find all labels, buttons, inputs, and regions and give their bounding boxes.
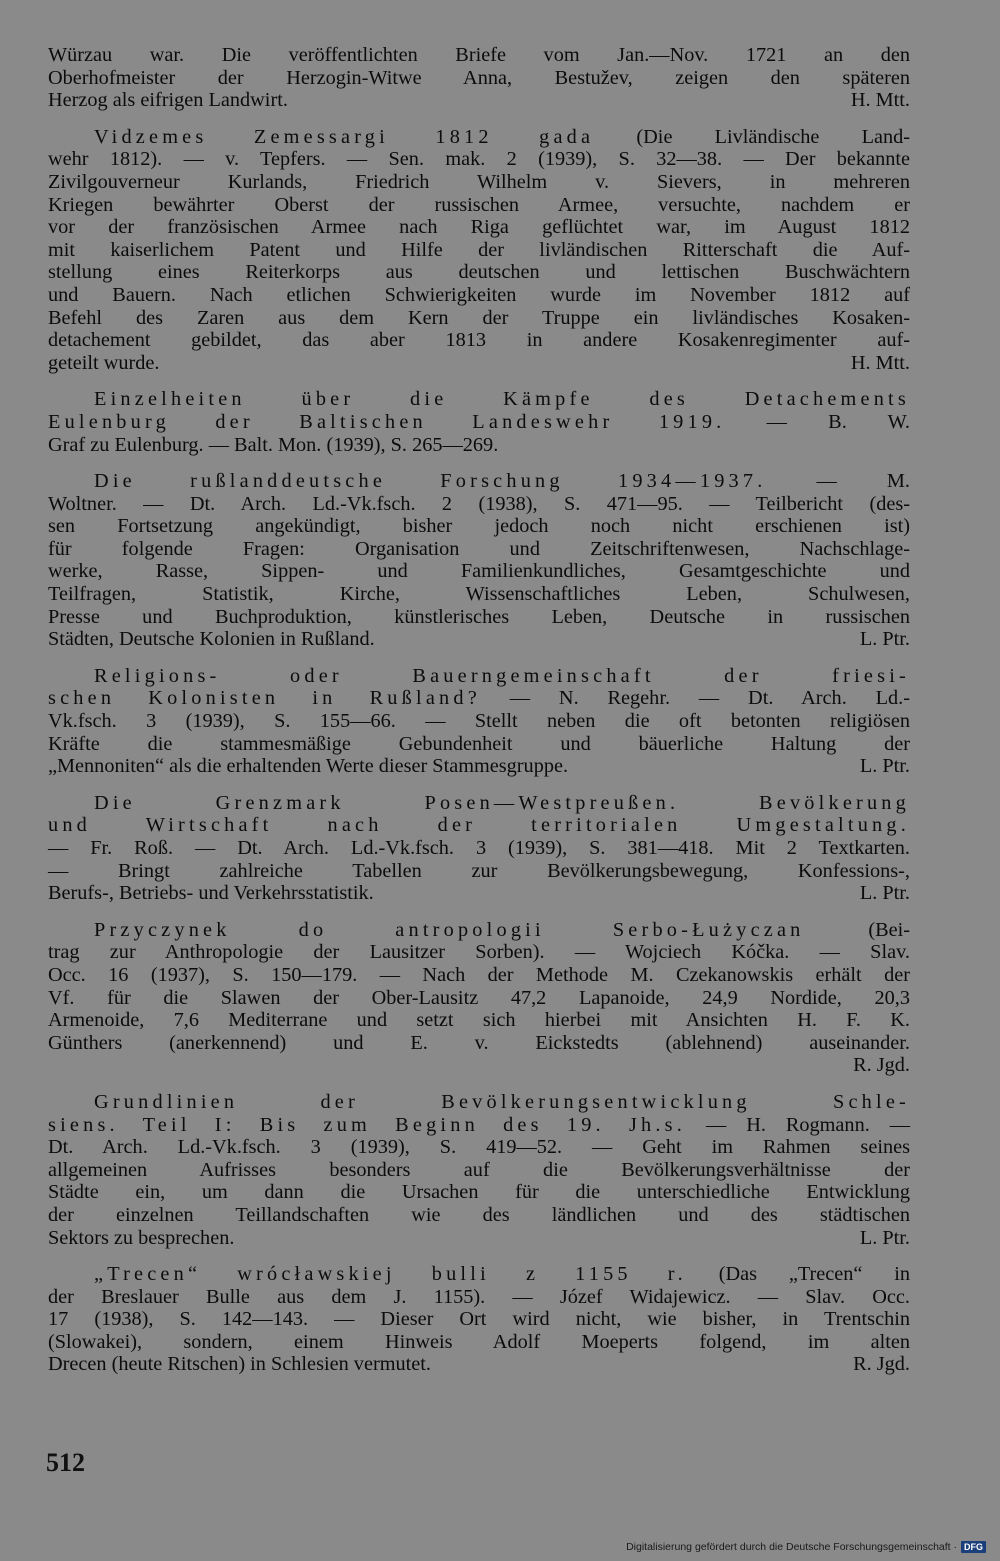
entry-trecen	[48, 1263, 910, 1376]
text-line: Presse und Buchproduktion, künstlerisches Leben, Deutsche in russischen	[48, 605, 910, 628]
reviewer-initials: L. Ptr.	[859, 628, 910, 651]
text-line: — Fr. Roß. — Dt. Arch. Ld.-Vk.fsch. 3 (1939), S. 381—418. Mit 2 Textkarten.	[48, 837, 910, 859]
text-line: Würzau war. Die veröffentlichten Briefe vom Jan.—Nov. 1721 an den	[48, 44, 910, 66]
entry-title: Die Grenzmark Posen—Westpreußen. Bevölkerung	[94, 791, 910, 814]
text-line: Die rußlanddeutsche Forschung 1934—1937. — M.	[94, 470, 910, 493]
text-line: geteilt wurde. H. Mtt.	[48, 351, 910, 374]
text-line: (Slowakei), sondern, einem Hinweis Adolf Moeperts folgend, im alten	[48, 1330, 910, 1353]
entry-continuation	[48, 44, 910, 112]
text-line: Städte ein, um dann die Ursachen für die unterschiedliche Entwicklung	[48, 1181, 910, 1204]
entry-title: und Wirtschaft nach der territorialen Umgestaltung.	[48, 814, 910, 837]
text-line: Kräfte die stammesmäßige Gebundenheit und bäuerliche Haltung der	[48, 732, 910, 755]
text-line: allgemeinen Aufrisses besonders auf die Bevölkerungsverhältnisse der	[48, 1158, 910, 1181]
text-line: Vf. für die Slawen der Ober-Lausitz 47,2 Lapanoide, 24,9 Nordide, 20,3	[48, 986, 910, 1009]
text-line: trag zur Anthropologie der Lausitzer Sorben). — Wojciech Kóčka. — Slav.	[48, 941, 910, 964]
entry-grundlinien	[48, 1091, 910, 1249]
entry-title: Einzelheiten über die Kämpfe des Detachements	[94, 388, 910, 411]
text-line: 17 (1938), S. 142—143. — Dieser Ort wird nicht, wie bisher, in Trentschin	[48, 1308, 910, 1331]
text-line: Dt. Arch. Ld.-Vk.fsch. 3 (1939), S. 419—52. — Geht im Rahmen seines	[48, 1136, 910, 1159]
text-line: Berufs-, Betriebs- und Verkehrsstatistik. L. Ptr.	[48, 882, 910, 905]
text-line: sen Fortsetzung angekündigt, bisher jedoch noch nicht erschienen ist)	[48, 515, 910, 538]
text-line: Woltner. — Dt. Arch. Ld.-Vk.fsch. 2 (1938), S. 471—95. — Teilbericht (des-	[48, 492, 910, 515]
entry-title: Die rußlanddeutsche Forschung 1934—1937.	[94, 470, 767, 493]
text-line: Zivilgouverneur Kurlands, Friedrich Wilhelm v. Sievers, in mehreren	[48, 170, 910, 193]
text-line: Occ. 16 (1937), S. 150—179. — Nach der Methode M. Czekanowskis erhält der	[48, 963, 910, 986]
text-line: Herzog als eifrigen Landwirt. H. Mtt.	[48, 89, 910, 112]
text-line: stellung eines Reiterkorps aus deutschen und lettischen Buschwächtern	[48, 261, 910, 284]
text-line: siens. Teil I: Bis zum Beginn des 19. Jh.s. — H. Rogmann. —	[48, 1113, 911, 1136]
entry-title: Eulenburg der Baltischen Landeswehr 1919.	[48, 410, 726, 433]
entry-title: Religions- oder Bauerngemeinschaft der friesi-	[94, 664, 910, 687]
page-number: 512	[46, 1448, 85, 1477]
entry-przyczynek	[48, 919, 910, 1077]
text-line: Oberhofmeister der Herzogin-Witwe Anna, Bestužev, zeigen den späteren	[48, 66, 910, 89]
text-line: schen Kolonisten in Rußland? — N. Regehr. — Dt. Arch. Ld.-	[48, 687, 910, 710]
text-line: Graf zu Eulenburg. — Balt. Mon. (1939), S. 265—269.	[48, 433, 499, 456]
entry-russlanddeutsche	[48, 470, 910, 651]
dfg-logo: DFG	[961, 1541, 986, 1553]
text-line: Armenoide, 7,6 Mediterrane und setzt sich hierbei mit Ansichten H. F. K.	[48, 1009, 910, 1032]
reviewer-initials: R. Jgd.	[853, 1353, 910, 1376]
text-line: der einzelnen Teillandschaften wie des ländlichen und des städtischen	[48, 1203, 910, 1226]
footer-credit	[626, 1541, 986, 1553]
reviewer-initials: R. Jgd.	[853, 1054, 910, 1077]
footer-text: Digitalisierung gefördert durch die Deutsche Forschungsgemeinschaft ·	[626, 1541, 957, 1553]
text-line: der Breslauer Bulle aus dem J. 1155). — Józef Widajewicz. — Slav. Occ.	[48, 1285, 910, 1308]
text-line: und Bauern. Nach etlichen Schwierigkeiten wurde im November 1812 auf	[48, 283, 910, 306]
text-line: — Bringt zahlreiche Tabellen zur Bevölkerungsbewegung, Konfessions-,	[48, 859, 910, 882]
entry-vidzemes	[48, 126, 910, 375]
text-line: Vk.fsch. 3 (1939), S. 155—66. — Stellt neben die oft betonten religiösen	[48, 710, 910, 733]
text-line: werke, Rasse, Sippen- und Familienkundliches, Gesamtgeschichte und	[48, 560, 910, 583]
text-line: „Mennoniten“ als die erhaltenden Werte dieser Stammesgruppe. L. Ptr.	[48, 755, 910, 778]
text-line: Teilfragen, Statistik, Kirche, Wissenschaftliches Leben, Schulwesen,	[48, 583, 910, 606]
entry-title: „Trecen“ wrócławskiej bulli z 1155 r.	[94, 1263, 687, 1286]
entry-title: schen Kolonisten in Rußland?	[48, 687, 481, 710]
entry-einzelheiten	[48, 388, 910, 456]
text-line: Günthers (anerkennend) und E. v. Eickstedts (ablehnend) auseinander.	[48, 1031, 910, 1054]
entry-grenzmark	[48, 792, 910, 905]
reviewer-initials: L. Ptr.	[859, 882, 910, 905]
text-line: „Trecen“ wrócławskiej bulli z 1155 r. (Das „Trecen“ in	[94, 1263, 910, 1286]
text-line: für folgende Fragen: Organisation und Zeitschriftenwesen, Nachschlage-	[48, 537, 910, 560]
reviewer-initials: H. Mtt.	[850, 89, 910, 112]
text-line: vor der französischen Armee nach Riga geflüchtet war, im August 1812	[48, 216, 910, 239]
text-line: Kriegen bewährter Oberst der russischen Armee, versuchte, nachdem er	[48, 193, 910, 216]
text-line: wehr 1812). — v. Tepfers. — Sen. mak. 2 (1939), S. 32—38. — Der bekannte	[48, 148, 910, 171]
entry-religions	[48, 665, 910, 778]
text-line: detachement gebildet, das aber 1813 in andere Kosakenregimenter auf-	[48, 329, 910, 352]
text-line: mit kaiserlichem Patent und Hilfe der livländischen Ritterschaft die Auf-	[48, 238, 910, 261]
text-line: Przyczynek do antropologii Serbo-Łużyczan (Bei-	[94, 918, 910, 941]
reviewer-initials: H. Mtt.	[850, 351, 910, 374]
text-line: Vidzemes Zemessargi 1812 gada (Die Livländische Land-	[94, 125, 910, 148]
text-line: Städten, Deutsche Kolonien in Rußland. L. Ptr.	[48, 628, 910, 651]
text-line: Eulenburg der Baltischen Landeswehr 1919. — B. W.	[48, 410, 910, 433]
text-line: Drecen (heute Ritschen) in Schlesien vermutet. R. Jgd.	[48, 1353, 910, 1376]
reviewer-initials: L. Ptr.	[859, 755, 910, 778]
text-line: Sektors zu besprechen. L. Ptr.	[48, 1226, 910, 1249]
entry-title: siens. Teil I: Bis zum Beginn des 19. Jh.s.	[48, 1113, 687, 1136]
document-body	[48, 44, 910, 1376]
entry-title: Grundlinien der Bevölkerungsentwicklung Schle-	[94, 1090, 910, 1113]
text-line: Befehl des Zaren aus dem Kern der Truppe ein livländisches Kosaken-	[48, 306, 910, 329]
entry-title: Przyczynek do antropologii Serbo-Łużyczan	[94, 918, 805, 941]
entry-title: Vidzemes Zemessargi 1812 gada	[94, 125, 595, 148]
reviewer-initials: L. Ptr.	[859, 1226, 910, 1249]
